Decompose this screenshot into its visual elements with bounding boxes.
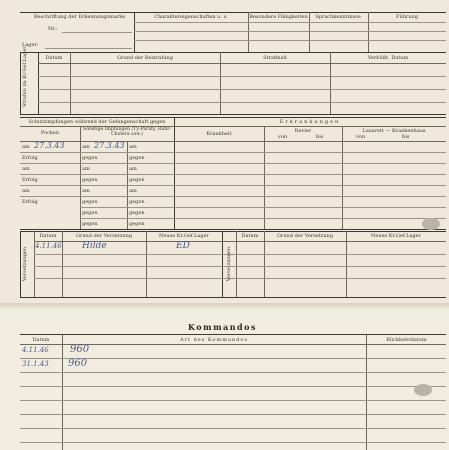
kommandos-title: Kommandos [188, 322, 257, 332]
header-top-rule [20, 12, 446, 13]
impf-row2-a: Erfolg [22, 155, 38, 161]
lager-label: Lager: [22, 42, 39, 48]
impf-row-rule-2 [20, 163, 446, 164]
impf-row1-a: am [22, 144, 30, 150]
vers-top-rule [20, 231, 446, 232]
impf-row5-b: am [82, 188, 90, 194]
impf-row7-c: gegen [129, 210, 145, 216]
impf-row3-c: am [129, 166, 137, 172]
strafen-divider-3 [330, 52, 331, 114]
lower-sheet [0, 308, 449, 450]
header-col2-label: Charaktereigenschaften u. s. [154, 14, 228, 20]
impf-row4-b: gegen [82, 177, 98, 183]
impf-row3-a: am [22, 166, 30, 172]
kommandos-header-datum: Datum [32, 337, 50, 343]
header-col1-label: Beschriftung der Erkennungsmarke [34, 14, 126, 20]
kommandos-row2-art-handwriting: 960 [68, 358, 88, 369]
strafen-row-rule-3 [38, 102, 446, 103]
kommandos-row1-art-handwriting: 960 [70, 344, 90, 355]
vers-right-header-datum: Datum [241, 233, 259, 239]
erkr-revier-von: von [278, 134, 288, 140]
vers-left-header-datum: Datum [39, 233, 57, 239]
strafen-divider-1 [70, 52, 71, 114]
erkr-lazarett-bis: bis [402, 134, 410, 140]
strafen-row-rule-2 [38, 89, 446, 90]
strafen-row-rule-1 [38, 76, 446, 77]
impf-row-rule-4 [20, 185, 446, 186]
strafen-side-divider [38, 52, 39, 114]
erkr-col-lazarett: Lazarett — Krankenhaus [362, 128, 426, 134]
strafen-header-datum: Datum [45, 55, 63, 61]
impf-row-rule-1 [20, 152, 446, 153]
vers-side-label-right: Versetzungen [226, 246, 232, 282]
kommandos-row1-datum-handwriting: 4.11.46 [22, 346, 49, 354]
strafen-side-label: Strafen im Kr.Gef.Lager [22, 46, 28, 107]
kommandos-row-rule-7 [20, 442, 446, 443]
impf-row3-b: am [82, 166, 90, 172]
impf-section-title: Schutzimpfungen während der Gefangenschaft gegen [28, 119, 166, 125]
lager-line [45, 48, 132, 49]
header-divider-1 [134, 12, 135, 52]
vers-left-border [20, 231, 21, 297]
impf-row6-c: gegen [129, 199, 145, 205]
header-col5-label: Führung [396, 14, 418, 20]
strafen-left-border [20, 52, 21, 114]
vers-row1-datum-handwriting: 4.11.46 [35, 242, 62, 250]
header-col3-label: Besondere Fähigkeiten [249, 14, 308, 20]
impf-row2-c: gegen [129, 155, 145, 161]
impf-row4-c: gegen [129, 177, 145, 183]
impf-row6-b: gegen [82, 199, 98, 205]
kommandos-top-rule [20, 334, 446, 335]
strafen-header-rule [38, 63, 446, 64]
impf-erkr-divider [174, 117, 175, 229]
vers-left-header-grund: Grund der Versetzung [75, 233, 133, 239]
kommandos-header-rueckkehr: Rückkehrdatum [386, 337, 427, 343]
punch-hole-upper [422, 218, 440, 230]
kommandos-row-rule-3 [20, 386, 446, 387]
strafen-header-grund: Grund der Bestrafung [117, 55, 173, 61]
impf-bottom-rule [20, 229, 446, 230]
erkr-revier-bis: bis [316, 134, 324, 140]
kommandos-row-rule-5 [20, 414, 446, 415]
vers-right-header-grund: Grund der Versetzung [276, 233, 334, 239]
impf-row7-b: gegen [82, 210, 98, 216]
impf-row-rule-3 [20, 174, 446, 175]
vers-row1-grund-handwriting: Hilde [82, 241, 107, 251]
vers-left-header-lager: Neues Kr.Gef.Lager [159, 233, 209, 239]
vers-row1-lager-handwriting: ED [176, 241, 190, 251]
erkr-col-revier: Revier [294, 128, 312, 134]
vers-bottom-rule [20, 297, 446, 298]
strafen-header-verbuesst: Verbüßt. Datum [367, 55, 409, 61]
header-subrule-3 [134, 40, 446, 41]
impf-row8-b: gegen [82, 221, 98, 227]
vers-row-rule-2 [34, 266, 446, 267]
nr-line [62, 32, 132, 33]
impf-row-rule-5 [20, 196, 446, 197]
impf-row2-b: gegen [82, 155, 98, 161]
vers-row-rule-1 [34, 254, 446, 255]
impf-col-sonstige: Sonstige Impfungen (Ty-Paraty, Ruhr-Cholera usw.) [83, 127, 171, 137]
strafen-bottom-rule [20, 114, 446, 115]
erkr-lazarett-von: von [356, 134, 366, 140]
impf-row-rule-7 [80, 218, 446, 219]
kommandos-divider-1 [62, 334, 63, 450]
impf-row6-a: Erfolg [22, 199, 38, 205]
impf-top-rule [20, 117, 446, 118]
header-subrule-2 [134, 31, 446, 32]
vers-side-label-left: Versetzungen [22, 246, 28, 282]
impf-row1-b-handwriting: 27.3.43 [94, 141, 125, 150]
vers-right-header-lager: Neues Kr.Gef.Lager [371, 233, 421, 239]
kommandos-row2-datum-handwriting: 31.1.43 [22, 360, 49, 368]
impf-row8-c: gegen [129, 221, 145, 227]
punch-hole-lower [414, 384, 432, 396]
nr-label: Nr.: [48, 26, 58, 32]
kommandos-header-art: Art des Kommandos [180, 337, 248, 343]
impf-row5-c: am [129, 188, 137, 194]
kommandos-row-rule-6 [20, 428, 446, 429]
header-bottom-rule [20, 52, 446, 53]
impf-row1-a-handwriting: 27.3.43 [34, 141, 65, 150]
header-col4-label: Sprachkenntnisse [315, 14, 361, 20]
vers-row-rule-3 [34, 278, 446, 279]
erkr-col-krankheit: Krankheit [206, 131, 232, 137]
impf-row1-c: am [129, 144, 137, 150]
impf-header-rule [20, 141, 446, 142]
impf-row4-a: Erfolg [22, 177, 38, 183]
impf-col-pocken: Pocken [40, 130, 60, 136]
impf-row1-b: am [82, 144, 90, 150]
impf-row-rule-6 [80, 207, 446, 208]
kommandos-row-rule-2 [20, 372, 446, 373]
kommandos-divider-2 [366, 334, 367, 450]
impf-row5-a: am [22, 188, 30, 194]
kommandos-row-rule-4 [20, 400, 446, 401]
strafen-header-strafmass: Strafmaß [263, 55, 287, 61]
erkr-section-title: Erkrankungen [279, 119, 341, 125]
header-subrule-1 [134, 22, 446, 23]
strafen-divider-2 [220, 52, 221, 114]
